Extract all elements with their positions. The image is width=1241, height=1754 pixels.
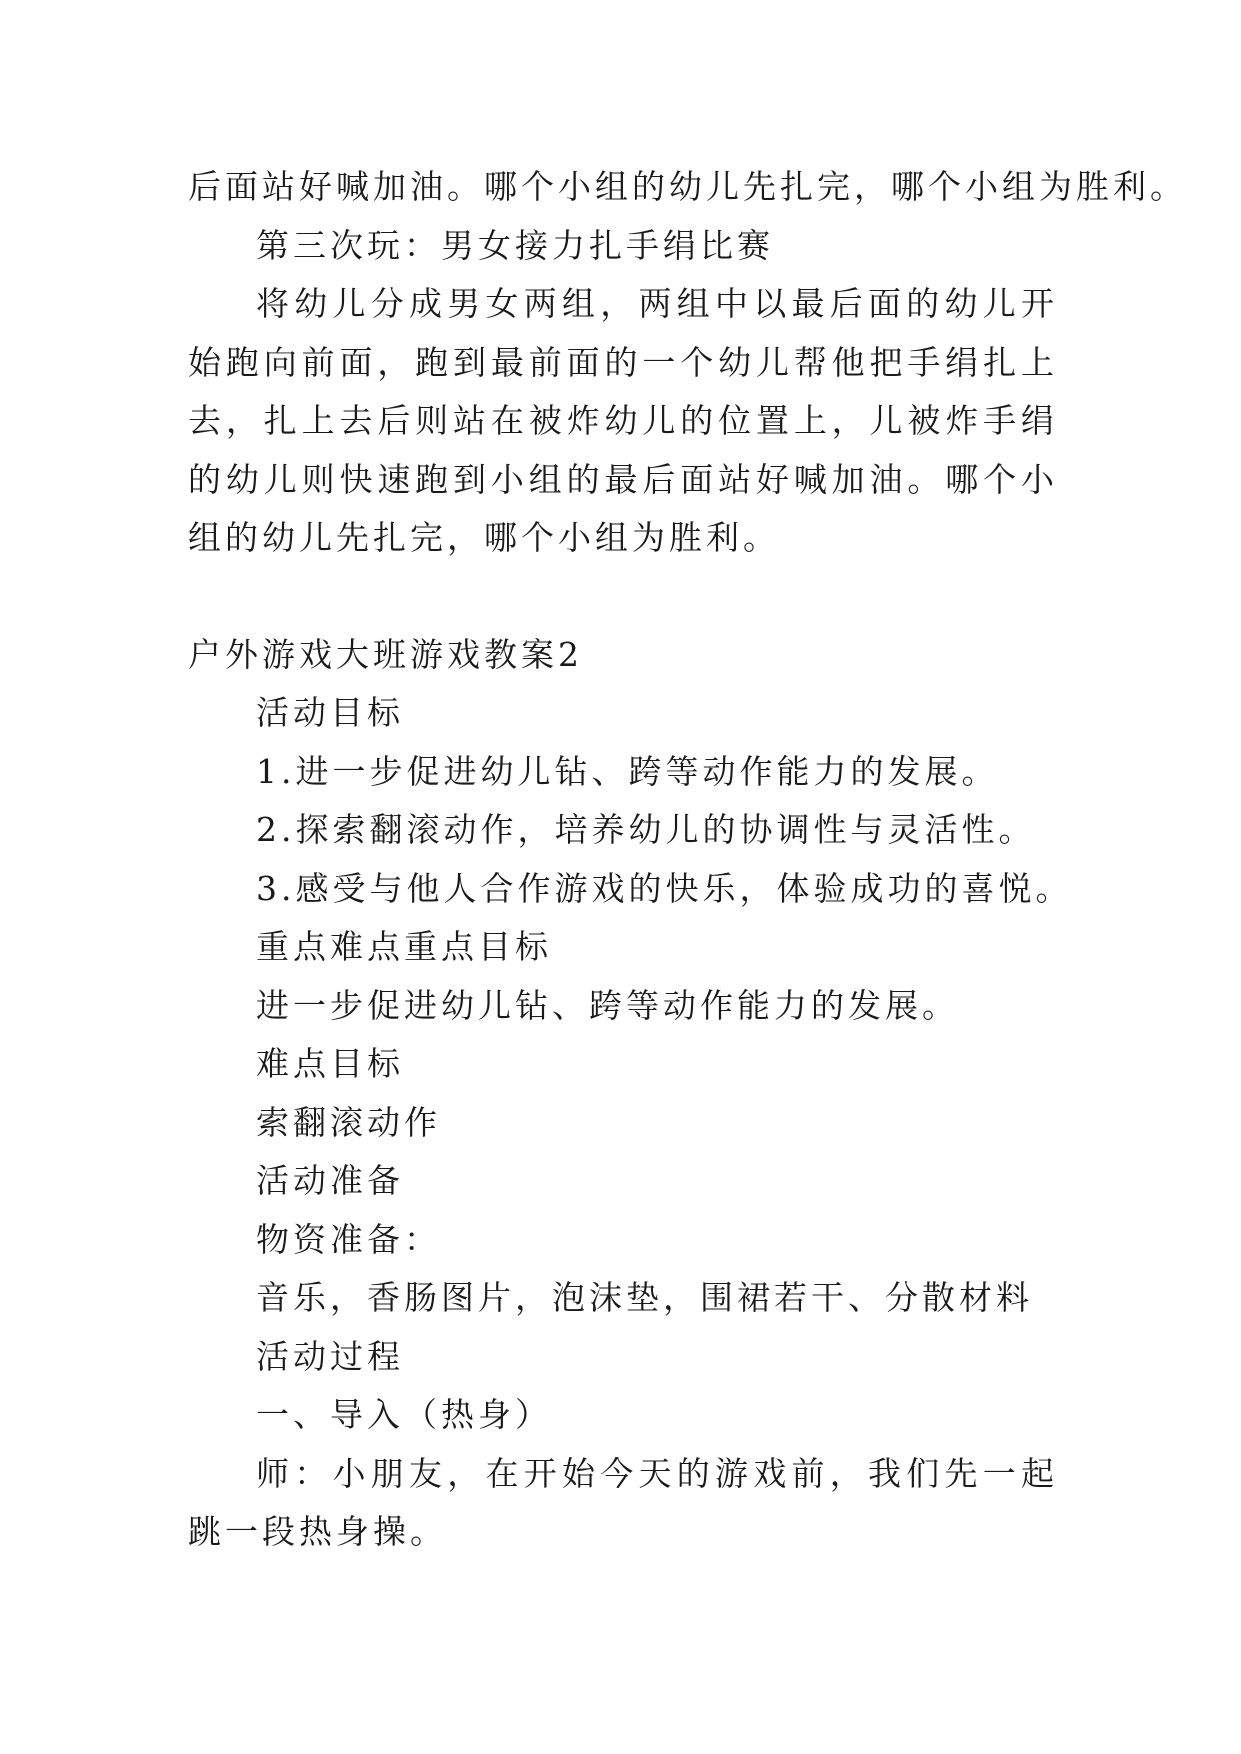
teacher-line: 师：小朋友，在开始今天的游戏前，我们先一起跳一段热身操。 [188,1453,1058,1551]
materials-text: 音乐，香肠图片，泡沫垫，围裙若干、分散材料 [256,1278,1033,1317]
goal-heading: 活动目标 [256,693,404,732]
step-one-heading: 一、导入（热身） [256,1395,552,1434]
goal-item-2: 2.探索翻滚动作，培养幼儿的协调性与灵活性。 [256,810,1036,849]
difficulty-text: 索翻滚动作 [256,1102,441,1142]
key-points-text: 进一步促进幼儿钻、跨等动作能力的发展。 [256,985,959,1025]
paragraph-relay-rules: 将幼儿分成男女两组，两组中以最后面的幼儿开始跑向前面，跑到最前面的一个幼儿帮他把手绢扎上去，扎上去后则站在被炸幼儿的位置上，儿被炸手绢的幼儿则快速跑到小组的最后面站好喊加油。哪个小组的幼儿先扎完，哪个小组为胜利。 [188,284,1058,557]
preparation-heading: 活动准备 [256,1161,404,1200]
difficulty-heading: 难点目标 [256,1044,404,1083]
goal-item-1: 1.进一步促进幼儿钻、跨等动作能力的发展。 [256,751,999,791]
paragraph-continuation: 后面站好喊加油。哪个小组的幼儿先扎完，哪个小组为胜利。 [188,167,1187,206]
document-body [188,158,1187,1562]
section-title: 户外游戏大班游戏教案2 [188,634,583,674]
goal-item-3: 3.感受与他人合作游戏的快乐，体验成功的喜悦。 [256,868,1073,908]
materials-heading: 物资准备： [256,1219,441,1259]
paragraph-round-three: 第三次玩：男女接力扎手绢比赛 [256,225,774,265]
key-points-heading: 重点难点重点目标 [256,927,552,966]
process-heading: 活动过程 [256,1336,404,1376]
section-gap [188,568,1058,626]
